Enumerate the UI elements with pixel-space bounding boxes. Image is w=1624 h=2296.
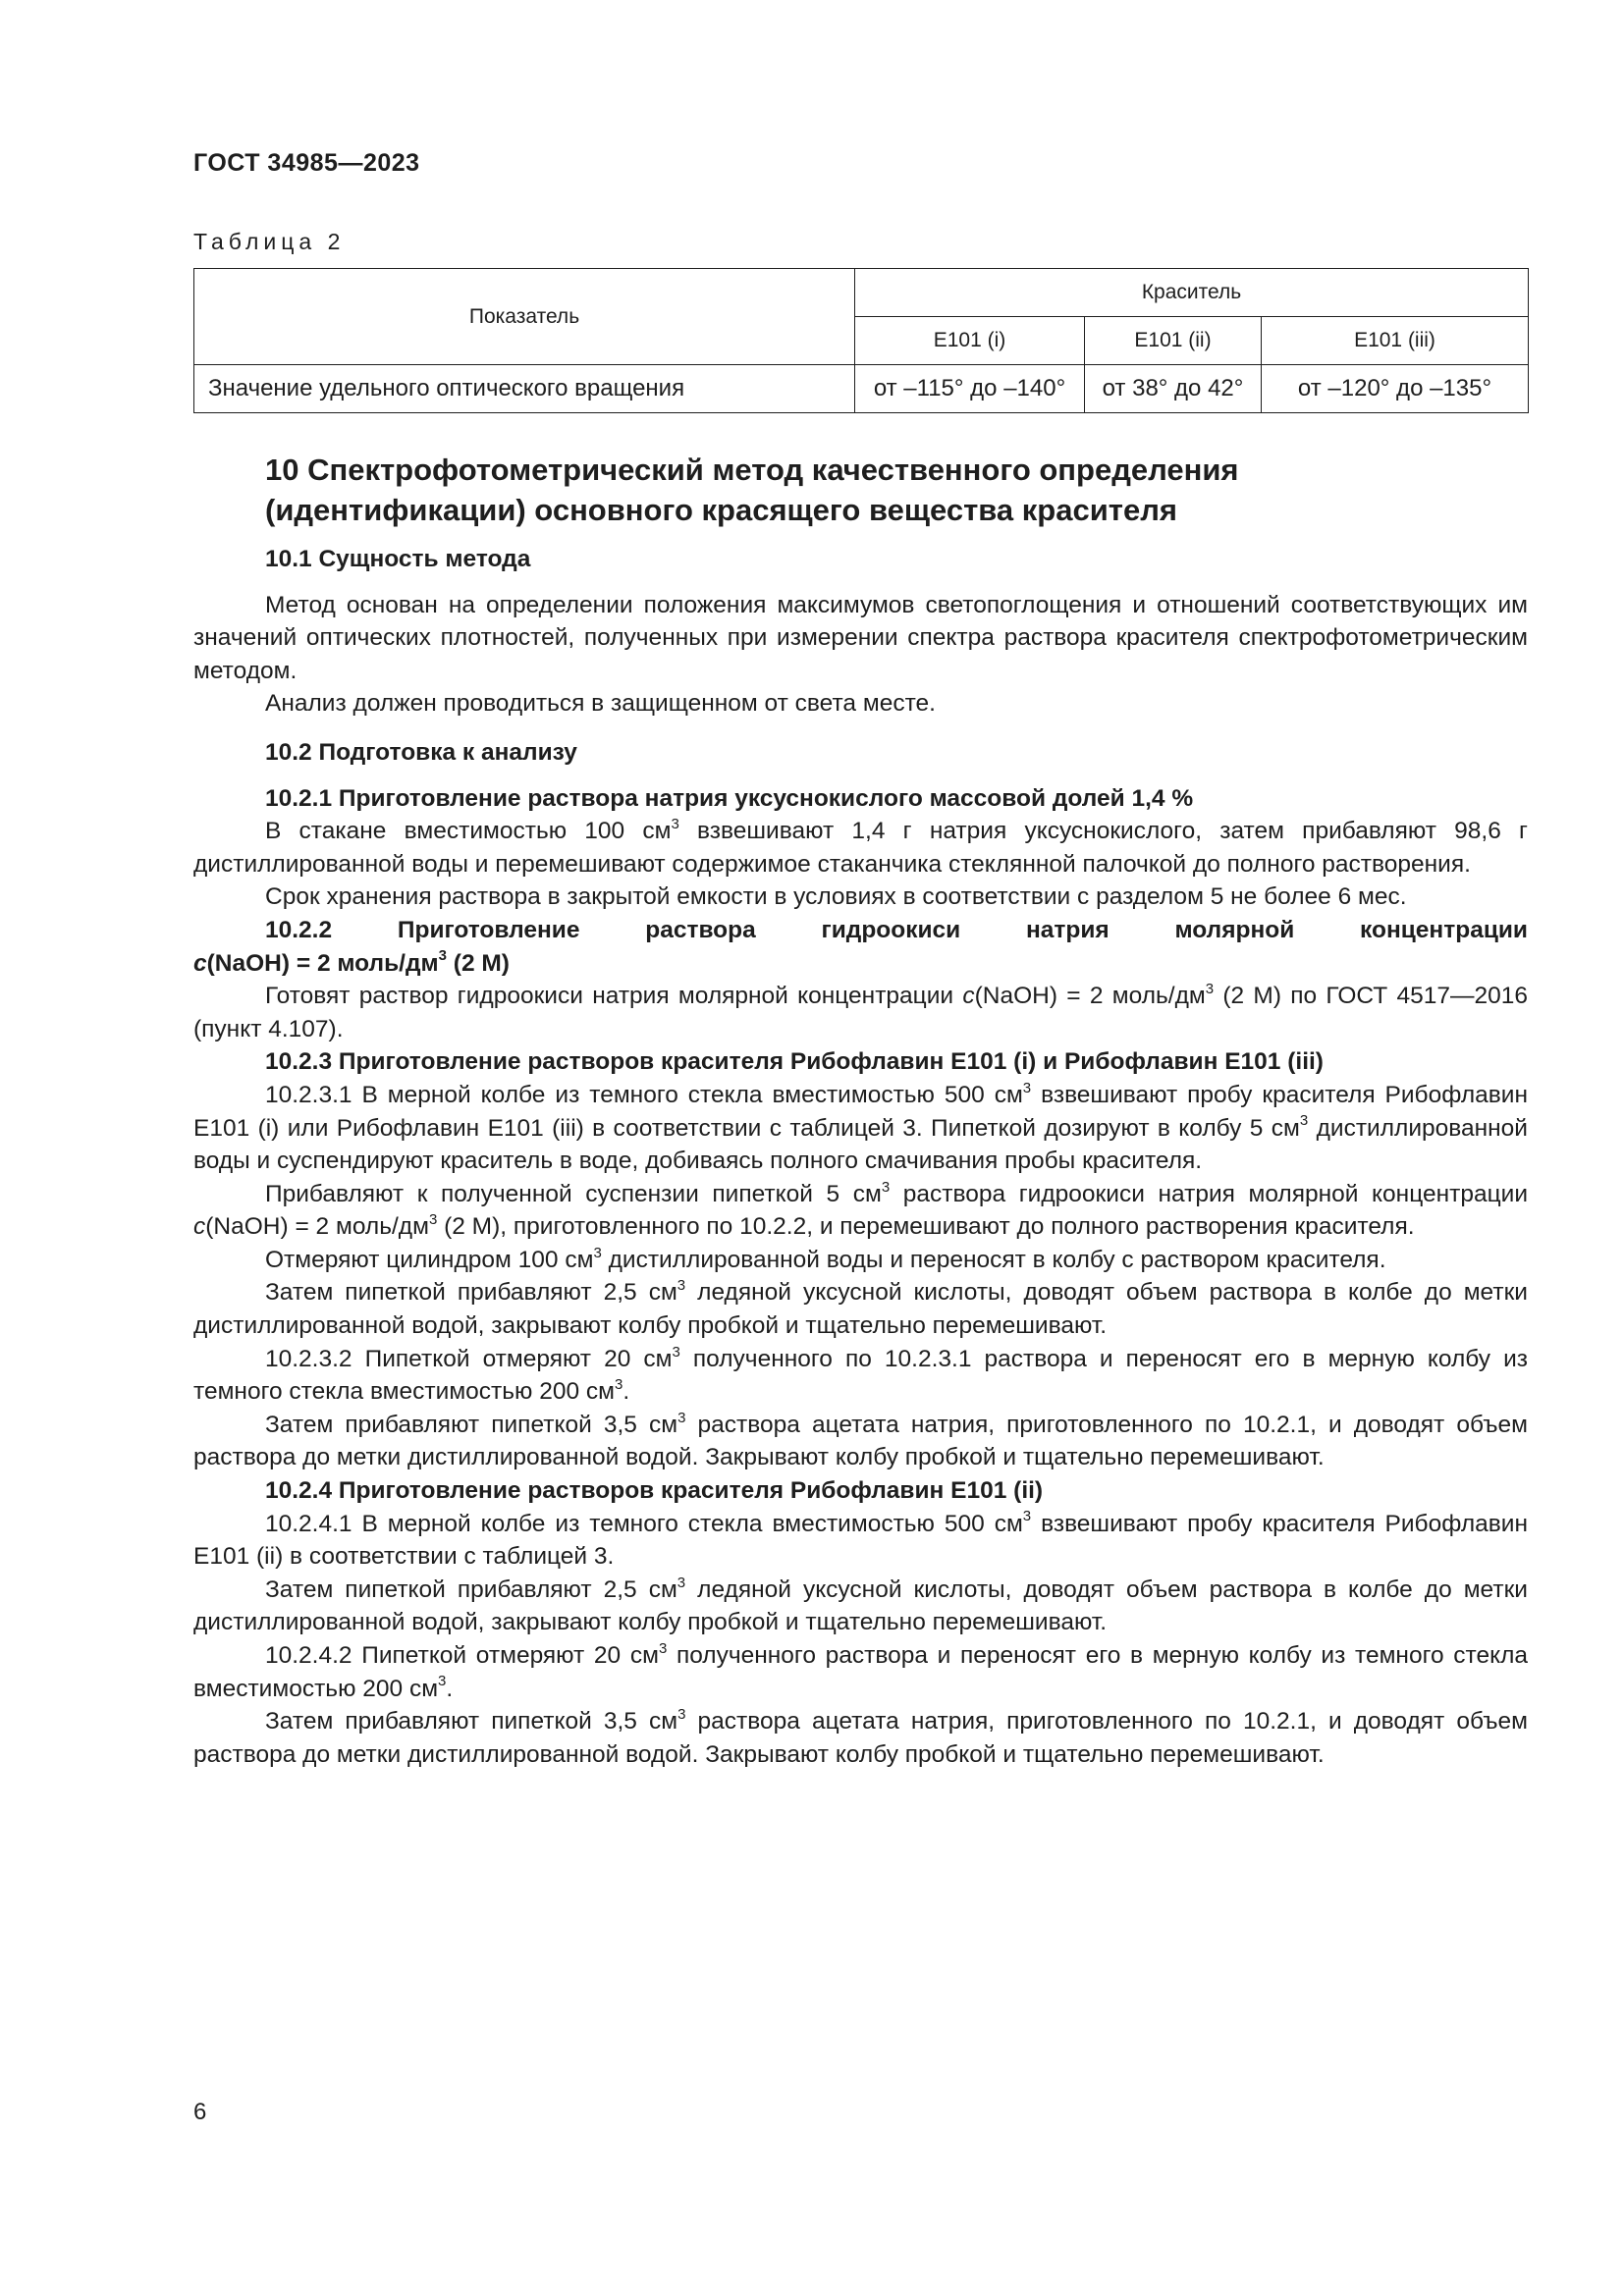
section-10-2-4-2-paragraph: 10.2.4.2 Пипеткой отмеряют 20 $см^3$ полученного раствора и переносят его в мерную колбу из темного стекла вместимостью 200 $см^3$. bbox=[193, 1639, 1528, 1702]
page-number: 6 bbox=[193, 2099, 207, 2125]
section-10-2-4-1-paragraph: 10.2.4.1 В мерной колбе из темного стекла вместимостью 500 $см^3$ взвешивают пробу красителя Рибофлавин E101 (ii) в соответствии с таблицей 3. bbox=[193, 1508, 1528, 1571]
section-10-2-3-paragraph-6: Затем прибавляют пипеткой 3,5 $см^3$ раствора ацетата натрия, приготовленного по 10.2.1, и доводят объем раствора до метки дистиллированной водой. Закрывают колбу пробкой и тщательно перемешивают. bbox=[193, 1409, 1528, 1471]
table-cell-e101-i: от –115° до –140° bbox=[855, 365, 1085, 413]
table-caption: Таблица 2 bbox=[193, 229, 346, 254]
section-10-2-4-title: 10.2.4 Приготовление растворов красителя Рибофлавин E101 (ii) bbox=[265, 1477, 1044, 1505]
section-10-2-title: 10.2 Подготовка к анализу bbox=[265, 738, 577, 766]
table-cell-e101-ii: от 38° до 42° bbox=[1085, 365, 1262, 413]
section-10-2-3-paragraph-2: Прибавляют к полученной суспензии пипеткой 5 $см^3$ раствора гидроокиси натрия молярной концентрации c(NaOH) = 2 моль/$дм^3$ (2 М), приготовленного по 10.2.2, и перемешивают до полного растворения красителя. bbox=[193, 1178, 1528, 1241]
section-10-2-4-paragraph-4: Затем прибавляют пипеткой 3,5 $см^3$ раствора ацетата натрия, приготовленного по 10.2.1, и доводят объем раствора до метки дистиллированной водой. Закрывают колбу пробкой и тщательно перемешивают. bbox=[193, 1706, 1528, 1768]
main-content bbox=[193, 450, 1528, 1771]
section-10-1-paragraph-1: Метод основан на определении положения максимумов светопоглощения и отношений соответствующих им значений оптических плотностей, полученных при измерении спектра раствора красителя спектрофотометрическим методом. bbox=[193, 591, 1528, 684]
section-10-2-1-paragraph-2: Срок хранения раствора в закрытой емкости в условиях в соответствии с разделом 5 не более 6 мес. bbox=[265, 883, 1407, 911]
section-10-title-line1: 10 Спектрофотометрический метод качественного определения bbox=[265, 453, 1239, 487]
table-row bbox=[194, 365, 1529, 413]
section-10-2-1-paragraph-1: В стакане вместимостью 100 $см^3$ взвешивают 1,4 г натрия уксуснокислого, затем прибавляют 98,6 г дистиллированной воды и перемешивают содержимое стаканчика стеклянной палочкой до полного растворения. bbox=[193, 816, 1528, 878]
section-10-title-line2: (идентификации) основного красящего вещества красителя bbox=[265, 493, 1177, 527]
table-header-e101-i: E101 (i) bbox=[855, 317, 1085, 365]
section-10-2-2-title-line1: 10.2.2 Приготовление раствора гидроокиси натрия молярной концентрации bbox=[265, 916, 1528, 943]
section-10-2-3-paragraph-4: Затем пипеткой прибавляют 2,5 $см^3$ ледяной уксусной кислоты, доводят объем раствора в колбе до метки дистиллированной водой, закрывают колбу пробкой и тщательно перемешивают. bbox=[193, 1277, 1528, 1340]
section-10-2-1-title: 10.2.1 Приготовление раствора натрия уксуснокислого массовой долей 1,4 % bbox=[265, 784, 1194, 812]
section-10-2-3-title: 10.2.3 Приготовление растворов красителя Рибофлавин E101 (i) и Рибофлавин E101 (iii) bbox=[265, 1048, 1324, 1076]
table-cell-label: Значение удельного оптического вращения bbox=[194, 365, 855, 413]
table-header-dye: Краситель bbox=[855, 269, 1529, 317]
table-header-indicator: Показатель bbox=[194, 269, 855, 365]
table-header-e101-iii: E101 (iii) bbox=[1262, 317, 1529, 365]
section-10-2-3-1-paragraph: 10.2.3.1 В мерной колбе из темного стекла вместимостью 500 $см^3$ взвешивают пробу красителя Рибофлавин E101 (i) или Рибофлавин E101 (iii) в соответствии с таблицей 3. Пипеткой дозируют в колбу 5 $см^3$ дистиллированной воды и суспендируют краситель в воде, добиваясь полного смачивания пробы красителя. bbox=[193, 1079, 1528, 1175]
section-10-1-title: 10.1 Сущность метода bbox=[265, 546, 531, 572]
section-10-2-4-paragraph-2: Затем пипеткой прибавляют 2,5 $см^3$ ледяной уксусной кислоты, доводят объем раствора в колбе до метки дистиллированной водой, закрывают колбу пробкой и тщательно перемешивают. bbox=[193, 1574, 1528, 1636]
table-header-e101-ii: E101 (ii) bbox=[1085, 317, 1262, 365]
section-10-title bbox=[265, 450, 1528, 530]
section-10-1-paragraph-2: Анализ должен проводиться в защищенном от света месте. bbox=[265, 690, 936, 718]
section-10-2-3-2-paragraph: 10.2.3.2 Пипеткой отмеряют 20 $см^3$ полученного по 10.2.3.1 раствора и переносят его в мерную колбу из темного стекла вместимостью 200 $см^3$. bbox=[193, 1343, 1528, 1406]
document-code-header: ГОСТ 34985—2023 bbox=[193, 149, 420, 177]
section-10-2-2-paragraph-1: Готовят раствор гидроокиси натрия молярной концентрации c(NaOH) = 2 моль/$дм^3$ (2 М) по ГОСТ 4517—2016 (пункт 4.107). bbox=[193, 980, 1529, 1042]
section-10-2-2-title-line2: c(NaOH) = 2 моль/$дм^3$ (2 М) bbox=[193, 947, 510, 977]
section-10-2-3-paragraph-3: Отмеряют цилиндром 100 $см^3$ дистиллированной воды и переносят в колбу с раствором красителя. bbox=[265, 1244, 1386, 1273]
table-cell-e101-iii: от –120° до –135° bbox=[1262, 365, 1529, 413]
table-2 bbox=[193, 268, 1529, 413]
